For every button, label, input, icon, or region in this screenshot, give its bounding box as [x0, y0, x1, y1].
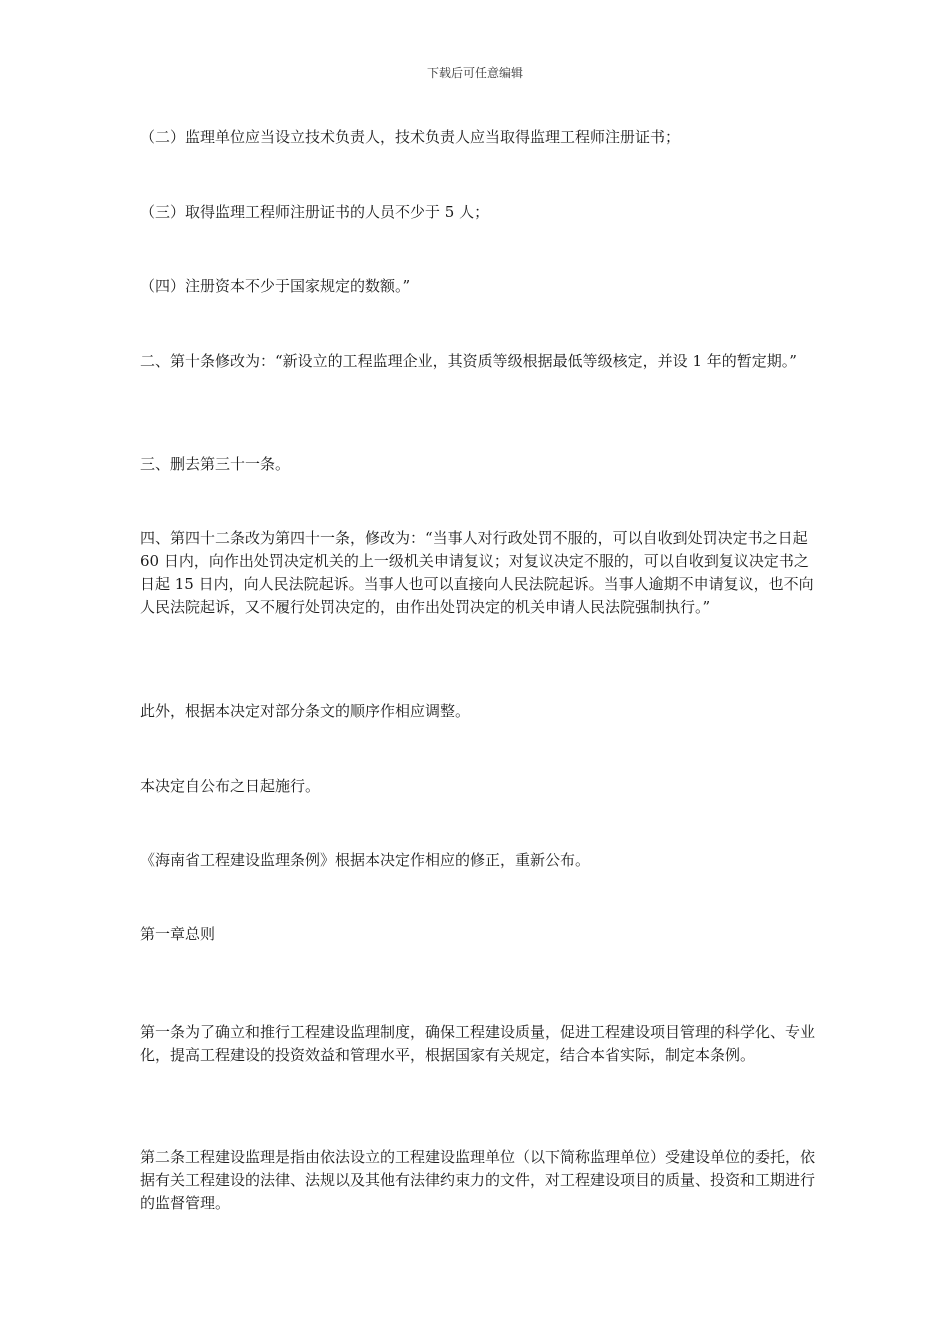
paragraph-item-2-requirement: （二）监理单位应当设立技术负责人，技术负责人应当取得监理工程师注册证书；: [140, 128, 681, 146]
paragraph-amendment-4: 四、第四十二条改为第四十一条，修改为：“当事人对行政处罚不服的，可以自收到处罚决定书之日起 60 日内，向作出处罚决定机关的上一级机关申请复议；对复议决定不服的，可以自收到复议决定书之日起 15 日内，向人民法院起诉。当事人也可以直接向人民法院起诉。当事人逾期不申请复议，也不向人民法院起诉，又不履行处罚决定的，由作出处罚决定的机关申请人民法院强制执行。”: [140, 529, 814, 616]
paragraph-republication: 《海南省工程建设监理条例》根据本决定作相应的修正，重新公布。: [140, 851, 591, 869]
paragraph-adjustment: 此外，根据本决定对部分条文的顺序作相应调整。: [140, 702, 471, 720]
paragraph-article-2: 第二条工程建设监理是指由依法设立的工程建设监理单位（以下简称监理单位）受建设单位的委托，依据有关工程建设的法律、法规以及其他有法律约束力的文件，对工程建设项目的质量、投资和工期进行的监督管理。: [140, 1148, 816, 1212]
paragraph-effective-date: 本决定自公布之日起施行。: [140, 777, 321, 795]
page-header: 下载后可任意编辑: [426, 66, 523, 80]
paragraph-item-4-requirement: （四）注册资本不少于国家规定的数额。”: [140, 277, 411, 295]
paragraph-amendment-3: 三、删去第三十一条。: [140, 455, 291, 473]
paragraph-item-3-requirement: （三）取得监理工程师注册证书的人员不少于 5 人；: [140, 203, 490, 221]
paragraph-amendment-2: 二、第十条修改为：“新设立的工程监理企业，其资质等级根据最低等级核定，并设 1 年的暂定期。”: [140, 352, 797, 370]
paragraph-article-1: 第一条为了确立和推行工程建设监理制度，确保工程建设质量，促进工程建设项目管理的科学化、专业化，提高工程建设的投资效益和管理水平，根据国家有关规定，结合本省实际，制定本条例。: [140, 1023, 816, 1064]
chapter-heading: 第一章总则: [140, 925, 216, 943]
